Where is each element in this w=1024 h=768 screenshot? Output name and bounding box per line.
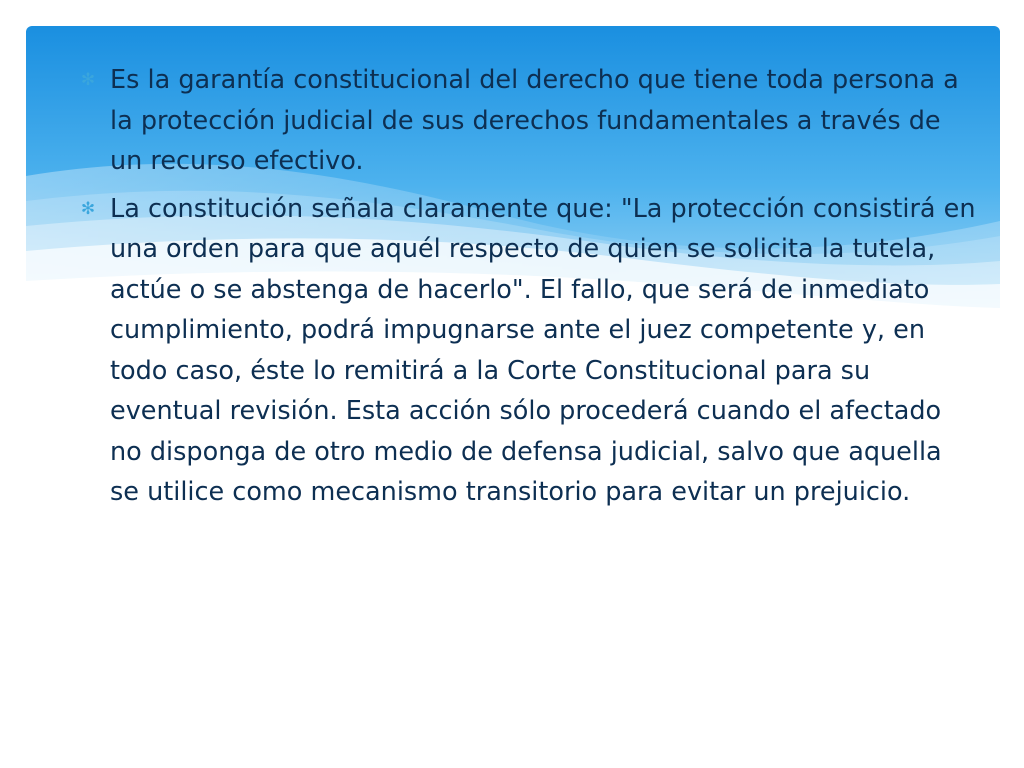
bullet-item-1	[78, 60, 978, 182]
asterisk-bullet-icon: ✻	[80, 198, 96, 219]
slide-content	[78, 60, 978, 520]
bullet-item-2	[78, 189, 978, 513]
bullet-text-1: Es la garantía constitucional del derecho que tiene toda persona a la protección judicial de sus derechos fundamentales a través de un recurso efectivo.	[110, 65, 959, 176]
asterisk-bullet-icon: ✻	[80, 70, 96, 90]
bullet-text-2: La constitución señala claramente que: "La protección consistirá en una orden para que aquél respecto de quien se solicita la tutela, actúe o se abstenga de hacerlo". El fallo, que será de inmediato cumplimiento, podrá impugnarse ante el juez competente y, en todo caso, éste lo remitirá a la Corte Constitucional para su eventual revisión. Esta acción sólo procederá cuando el afectado no disponga de otro medio de defensa judicial, salvo que aquella se utilice como mecanismo transitorio para evitar un prejuicio.	[110, 193, 976, 507]
